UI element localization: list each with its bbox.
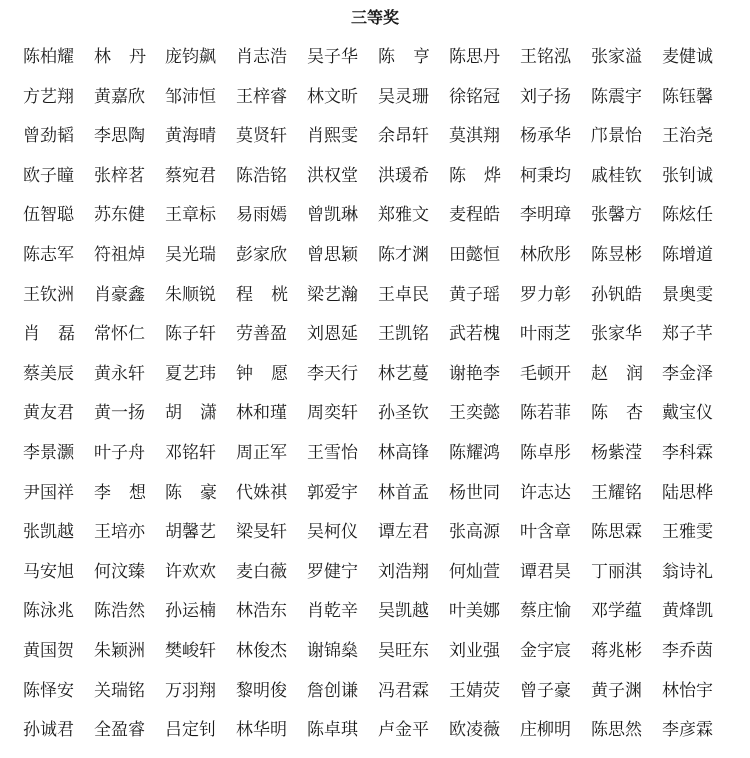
winner-name: 陈卓彤 — [520, 442, 571, 463]
winner-name: 陈昱彬 — [591, 244, 642, 265]
winner-name: 尹国祥 — [23, 482, 74, 503]
winner-name: 欧子瞳 — [23, 165, 74, 186]
winner-name: 曾思颖 — [307, 244, 358, 265]
winner-name: 胡馨艺 — [165, 522, 216, 543]
winner-name: 曾劲韬 — [23, 126, 74, 147]
winner-name: 周奕轩 — [307, 403, 358, 424]
winner-name: 黄海晴 — [165, 126, 216, 147]
winner-name: 劳善盈 — [236, 324, 287, 345]
winner-name: 胡 潇 — [165, 403, 217, 424]
winner-name: 朱顺锐 — [165, 284, 216, 305]
winner-name: 麦程皓 — [449, 205, 500, 226]
winner-name: 肖乾辛 — [307, 601, 358, 622]
winner-name: 陈震宇 — [591, 86, 642, 107]
winner-name: 陈若菲 — [520, 403, 571, 424]
winner-name: 许志达 — [520, 482, 571, 503]
winner-name: 叶子舟 — [94, 442, 145, 463]
winner-name: 邹沛恒 — [165, 86, 216, 107]
winner-name: 苏东健 — [94, 205, 145, 226]
winner-name: 戴宝仪 — [662, 403, 713, 424]
winner-name: 罗健宁 — [307, 561, 358, 582]
winner-name: 林首孟 — [378, 482, 429, 503]
winner-name: 万羽翔 — [165, 680, 216, 701]
winner-name: 林艺蔓 — [378, 363, 429, 384]
winner-name: 孙诚君 — [23, 720, 74, 741]
winner-name: 杨承华 — [520, 126, 571, 147]
winner-name: 全盈睿 — [94, 720, 145, 741]
winner-name: 孙钒皓 — [591, 284, 642, 305]
winner-name: 陈怿安 — [23, 680, 74, 701]
winner-name: 张馨方 — [591, 205, 642, 226]
winner-name: 黎明俊 — [236, 680, 287, 701]
winner-name: 马安旭 — [23, 561, 74, 582]
winner-name: 林怡宇 — [662, 680, 713, 701]
winner-name: 陈 豪 — [165, 482, 217, 503]
winner-name: 李天行 — [307, 363, 358, 384]
winner-name: 黄一扬 — [94, 403, 145, 424]
winner-name: 王奕懿 — [449, 403, 500, 424]
winner-name: 孙运楠 — [165, 601, 216, 622]
names-grid — [23, 44, 733, 757]
winner-name: 冯君霖 — [378, 680, 429, 701]
winner-name: 陈 烨 — [449, 165, 501, 186]
winner-name: 陈子轩 — [165, 324, 216, 345]
winner-name: 麦健诚 — [662, 47, 713, 67]
winner-name: 王雪怡 — [307, 442, 358, 463]
winner-name: 陈浩然 — [94, 601, 145, 622]
winner-name: 吕定钊 — [165, 720, 216, 741]
winner-name: 王卓民 — [378, 284, 429, 305]
winner-name: 王婧荧 — [449, 680, 500, 701]
winner-name: 常怀仁 — [94, 324, 145, 345]
winner-name: 陈钰馨 — [662, 86, 713, 107]
winner-name: 蔡美辰 — [23, 363, 74, 384]
winner-name: 郑雅文 — [378, 205, 429, 226]
winner-name: 李景灏 — [23, 442, 74, 463]
winner-name: 陈卓琪 — [307, 720, 358, 741]
winner-name: 吴光瑞 — [165, 244, 216, 265]
winner-name: 庄柳明 — [520, 720, 571, 741]
winner-name: 王耀铭 — [591, 482, 642, 503]
winner-name: 陈思丹 — [449, 47, 500, 67]
winner-name: 肖豪鑫 — [94, 284, 145, 305]
winner-name: 戚桂钦 — [591, 165, 642, 186]
winner-name: 蒋兆彬 — [591, 640, 642, 661]
winner-name: 张梓茗 — [94, 165, 145, 186]
winner-name: 王凯铭 — [378, 324, 429, 345]
winner-name: 景奥雯 — [662, 284, 713, 305]
winner-name: 黄永轩 — [94, 363, 145, 384]
winner-name: 郭爱宇 — [307, 482, 358, 503]
winner-name: 王章标 — [165, 205, 216, 226]
winner-name: 曾子豪 — [520, 680, 571, 701]
winner-name: 邝景怡 — [591, 126, 642, 147]
winner-name: 黄国贺 — [23, 640, 74, 661]
winner-name: 张钊诚 — [662, 165, 713, 186]
winner-name: 王钦洲 — [23, 284, 74, 305]
winner-name: 叶雨芝 — [520, 324, 571, 345]
winner-name: 黄友君 — [23, 403, 74, 424]
winner-name: 陈才渊 — [378, 244, 429, 265]
winner-name: 刘恩延 — [307, 324, 358, 345]
winner-name: 林浩东 — [236, 601, 287, 622]
winner-name: 吴旺东 — [378, 640, 429, 661]
winner-name: 黄嘉欣 — [94, 86, 145, 107]
winner-name: 李明璋 — [520, 205, 571, 226]
winner-name: 陈耀鸿 — [449, 442, 500, 463]
winner-name: 黄子瑶 — [449, 284, 500, 305]
winner-name: 梁艺瀚 — [307, 284, 358, 305]
winner-name: 赵 润 — [591, 363, 643, 384]
winner-name: 王铭泓 — [520, 47, 571, 67]
winner-name: 程 桄 — [236, 284, 288, 305]
winner-name: 庞钧飙 — [165, 47, 216, 67]
winner-name: 莫贤轩 — [236, 126, 287, 147]
winner-name: 王梓睿 — [236, 86, 287, 107]
winner-name: 陆思桦 — [662, 482, 713, 503]
winner-name: 伍智聪 — [23, 205, 74, 226]
winner-name: 武若槐 — [449, 324, 500, 345]
winner-name: 李思陶 — [94, 126, 145, 147]
winner-name: 林欣彤 — [520, 244, 571, 265]
winner-name: 王治尧 — [662, 126, 713, 147]
winner-name: 吴灵珊 — [378, 86, 429, 107]
winner-name: 麦白薇 — [236, 561, 287, 582]
winner-name: 林高锋 — [378, 442, 429, 463]
winner-name: 肖志浩 — [236, 47, 287, 67]
winner-name: 陈思霖 — [591, 522, 642, 543]
winner-name: 孙圣钦 — [378, 403, 429, 424]
winner-name: 吴凯越 — [378, 601, 429, 622]
winner-name: 夏艺玮 — [165, 363, 216, 384]
winner-name: 谢锦燊 — [307, 640, 358, 661]
winner-name: 田懿恒 — [449, 244, 500, 265]
winner-name: 陈 亨 — [378, 47, 430, 67]
winner-name: 关瑞铭 — [94, 680, 145, 701]
winner-name: 刘子扬 — [520, 86, 571, 107]
winner-name: 莫淇翔 — [449, 126, 500, 147]
winner-name: 陈柏耀 — [23, 47, 74, 67]
winner-name: 邓铭轩 — [165, 442, 216, 463]
winner-name: 卢金平 — [378, 720, 429, 741]
winner-name: 金宇宸 — [520, 640, 571, 661]
winner-name: 翁诗礼 — [662, 561, 713, 582]
winner-name: 梁旻轩 — [236, 522, 287, 543]
winner-name: 杨紫滢 — [591, 442, 642, 463]
winner-name: 许欢欢 — [165, 561, 216, 582]
winner-name: 叶含章 — [520, 522, 571, 543]
winner-name: 林华明 — [236, 720, 287, 741]
winner-name: 方艺翔 — [23, 86, 74, 107]
winner-name: 曾凯琳 — [307, 205, 358, 226]
winner-name: 谭左君 — [378, 522, 429, 543]
winner-name: 周正军 — [236, 442, 287, 463]
winner-name: 余昂轩 — [378, 126, 429, 147]
winner-name: 李金泽 — [662, 363, 713, 384]
winner-name: 吴子华 — [307, 47, 358, 67]
winner-name: 林文昕 — [307, 86, 358, 107]
winner-name: 邓学蕴 — [591, 601, 642, 622]
winner-name: 张高源 — [449, 522, 500, 543]
winner-name: 洪权堂 — [307, 165, 358, 186]
winner-name: 彭家欣 — [236, 244, 287, 265]
winner-name: 柯秉均 — [520, 165, 571, 186]
winner-name: 罗力彰 — [520, 284, 571, 305]
winner-name: 李科霖 — [662, 442, 713, 463]
winner-name: 林俊杰 — [236, 640, 287, 661]
winner-name: 郑子芊 — [662, 324, 713, 345]
winner-name: 陈思然 — [591, 720, 642, 741]
winner-name: 李 想 — [94, 482, 146, 503]
winner-name: 谢艳李 — [449, 363, 500, 384]
winner-name: 何汶臻 — [94, 561, 145, 582]
winner-name: 陈 杏 — [591, 403, 643, 424]
winner-name: 代姝祺 — [236, 482, 287, 503]
winner-name: 吴柯仪 — [307, 522, 358, 543]
winner-name: 王培亦 — [94, 522, 145, 543]
winner-name: 张家华 — [591, 324, 642, 345]
winner-name: 钟 愿 — [236, 363, 288, 384]
winner-name: 陈志军 — [23, 244, 74, 265]
winner-name: 欧凌薇 — [449, 720, 500, 741]
winner-name: 朱颖洲 — [94, 640, 145, 661]
winner-name: 林 丹 — [94, 47, 146, 67]
winner-name: 丁丽淇 — [591, 561, 642, 582]
winner-name: 肖熙雯 — [307, 126, 358, 147]
winner-name: 李彦霖 — [662, 720, 713, 741]
winner-name: 何灿萱 — [449, 561, 500, 582]
winner-name: 陈炫任 — [662, 205, 713, 226]
winner-name: 张家溢 — [591, 47, 642, 67]
winner-name: 蔡庄愉 — [520, 601, 571, 622]
winner-name: 易雨嫣 — [236, 205, 287, 226]
winner-name: 蔡宛君 — [165, 165, 216, 186]
winner-name: 黄烽凯 — [662, 601, 713, 622]
winner-name: 符祖焯 — [94, 244, 145, 265]
award-title: 三等奖 — [350, 8, 399, 27]
winner-name: 王雅雯 — [662, 522, 713, 543]
winner-name: 陈浩铭 — [236, 165, 287, 186]
winner-name: 詹创谦 — [307, 680, 358, 701]
winner-name: 林和瑾 — [236, 403, 287, 424]
winner-name: 杨世同 — [449, 482, 500, 503]
winner-name: 徐铭冠 — [449, 86, 500, 107]
winner-name: 张凯越 — [23, 522, 74, 543]
winner-name: 刘浩翔 — [378, 561, 429, 582]
winner-name: 叶美娜 — [449, 601, 500, 622]
winner-name: 陈泳兆 — [23, 601, 74, 622]
winner-name: 肖 磊 — [23, 324, 75, 345]
winner-name: 毛顿开 — [520, 363, 571, 384]
winner-name: 刘业强 — [449, 640, 500, 661]
winner-name: 洪瑗希 — [378, 165, 429, 186]
winner-name: 李乔茵 — [662, 640, 713, 661]
winner-name: 陈增道 — [662, 244, 713, 265]
winner-name: 樊峻轩 — [165, 640, 216, 661]
winner-name: 谭君昊 — [520, 561, 571, 582]
winner-name: 黄子渊 — [591, 680, 642, 701]
